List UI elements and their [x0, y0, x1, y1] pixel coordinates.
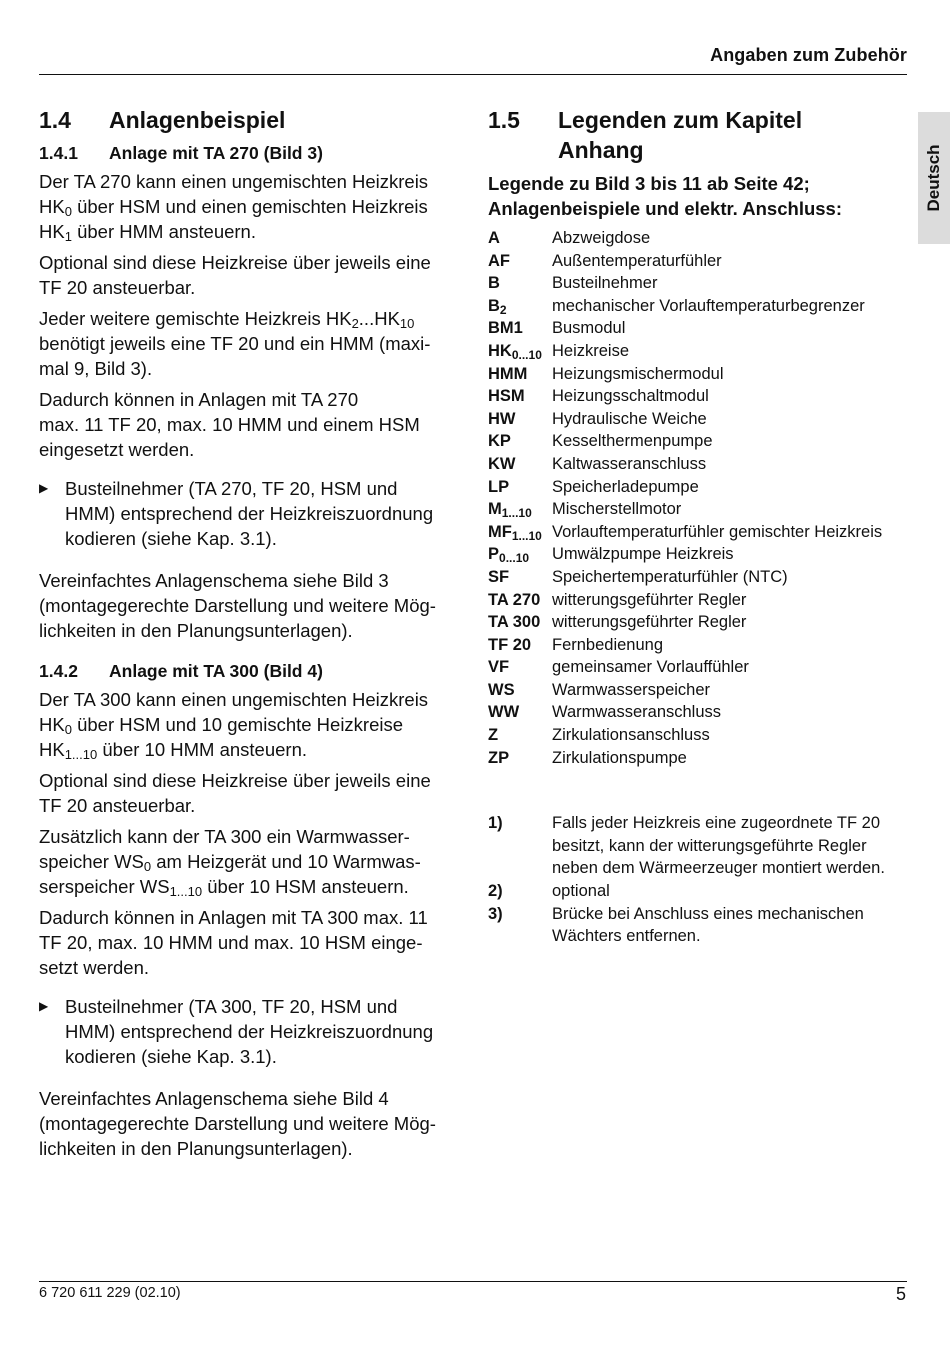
paragraph: Der TA 300 kann einen ungemischten Heizkreis $HK_0$ über HSM und 10 gemischte Heizkreise $HK_{1...10}$ über 10 HMM ansteuern.: [39, 689, 429, 762]
section-heading-1-5: [488, 105, 908, 165]
legend-row: [488, 656, 908, 679]
instruction-text: Busteilnehmer (TA 300, TF 20, HSM und HMM) entsprechend der Heizkreiszuordnung kodieren (siehe Kap. 3.1).: [65, 996, 434, 1067]
legend-abbreviation: KW: [488, 454, 516, 473]
header-rule: [39, 74, 907, 75]
legend-description: Heizungsmischermodul: [552, 364, 724, 383]
legend-row: [488, 701, 908, 724]
legend-abbreviation: SF: [488, 567, 510, 586]
legend-abbreviation: WS: [488, 680, 515, 699]
legend-row: [488, 340, 908, 363]
legend-description: Heizkreise: [552, 341, 630, 360]
triangle-bullet-icon: ▶: [39, 999, 49, 1013]
section-title: Legenden zum Kapitel Anhang: [558, 107, 803, 163]
legend-description: Warmwasseranschluss: [552, 703, 722, 722]
page-number: 5: [895, 1284, 906, 1304]
footnote-text: Falls jeder Heizkreis eine zugeordnete TF 20 besitzt, kann der witterungsgeführte Regler neben dem Wärmeerzeuger montiert werden.: [552, 814, 885, 878]
left-column: [39, 105, 459, 1167]
legend-row: [488, 295, 908, 318]
legend-description: Fernbedienung: [552, 635, 664, 654]
legend-abbreviation: $HK_{0...10}$: [488, 341, 542, 362]
legend-row: [488, 747, 908, 770]
legend-abbreviation: $P_{0...10}$: [488, 545, 530, 566]
footer-rule: [39, 1281, 907, 1282]
legend-abbreviation: $B_2$: [488, 296, 507, 317]
legend-row: [488, 250, 908, 273]
legend-description: Zirkulationspumpe: [552, 748, 687, 767]
legend-heading: Legende zu Bild 3 bis 11 ab Seite 42; Anlagenbeispiele und elektr. Anschluss:: [488, 173, 842, 219]
legend-description: Kaltwasseranschluss: [552, 454, 707, 473]
footnote-marker: 3): [488, 904, 503, 923]
footnote-text: optional: [552, 882, 610, 901]
legend-description: Speichertemperaturfühler (NTC): [552, 567, 788, 586]
legend-row: [488, 272, 908, 295]
footnote-marker: 1): [488, 814, 503, 833]
legend-description: Busteilnehmer: [552, 274, 658, 293]
section-heading-1-4: [39, 105, 459, 135]
legend-row: [488, 634, 908, 657]
legend-row: [488, 453, 908, 476]
legend-row: [488, 543, 908, 566]
legend-abbreviation: TA 300: [488, 613, 541, 632]
legend-abbreviation: HW: [488, 409, 516, 428]
legend-list: [488, 227, 908, 769]
legend-row: [488, 363, 908, 386]
language-tab-label: Deutsch: [924, 144, 943, 212]
legend-abbreviation: AF: [488, 251, 510, 270]
legend-abbreviation: HSM: [488, 387, 525, 406]
footnote-text: Brücke bei Anschluss eines mechanischen Wächters entfernen.: [552, 904, 864, 946]
footnotes: [488, 812, 908, 948]
section-title: Anlagenbeispiel: [109, 107, 286, 133]
subsection-heading-1-4-1: [39, 141, 459, 165]
legend-description: Außentemperaturfühler: [552, 251, 722, 270]
paragraph: Optional sind diese Heizkreise über jeweils eine TF 20 ansteuerbar.: [39, 770, 431, 816]
legend-row: [488, 498, 908, 521]
subsection-title: Anlage mit TA 300 (Bild 4): [109, 661, 323, 681]
instruction-step: [39, 476, 459, 551]
legend-abbreviation: LP: [488, 477, 510, 496]
legend-row: [488, 611, 908, 634]
legend-row: [488, 227, 908, 250]
legend-description: Kesselthermenpumpe: [552, 432, 713, 451]
footnote: [488, 903, 908, 948]
footnote-marker: 2): [488, 882, 503, 901]
subsection-heading-1-4-2: [39, 659, 459, 683]
legend-row: [488, 317, 908, 340]
legend-row: [488, 476, 908, 499]
paragraph: Vereinfachtes Anlagenschema siehe Bild 3 (montagegerechte Darstellung und weitere Mög- lichkeiten in den Planungsunterlagen).: [39, 570, 436, 641]
paragraph: Jeder weitere gemischte Heizkreis $HK_2...HK_{10}$ benötigt jeweils eine TF 20 und ein HMM (maxi- mal 9, Bild 3).: [39, 308, 431, 379]
legend-row: [488, 679, 908, 702]
legend-description: Heizungsschaltmodul: [552, 387, 709, 406]
legend-description: witterungsgeführter Regler: [552, 613, 747, 632]
legend-row: [488, 724, 908, 747]
legend-description: Zirkulationsanschluss: [552, 726, 710, 745]
legend-abbreviation: ZP: [488, 748, 510, 767]
instruction-text: Busteilnehmer (TA 270, TF 20, HSM und HMM) entsprechend der Heizkreiszuordnung kodieren (siehe Kap. 3.1).: [65, 478, 434, 549]
legend-abbreviation: A: [488, 229, 500, 247]
legend-description: Speicherladepumpe: [552, 477, 699, 496]
legend-description: gemeinsamer Vorlauffühler: [552, 658, 749, 677]
legend-abbreviation: B: [488, 274, 500, 293]
paragraph: Zusätzlich kann der TA 300 ein Warmwasser- speicher $WS_0$ am Heizgerät und 10 Warmwas- serspeicher $WS_{1...10}$ über 10 HSM ansteuern.: [39, 826, 421, 899]
section-number: 1.4: [39, 107, 71, 133]
paragraph: Dadurch können in Anlagen mit TA 270 max. 11 TF 20, max. 10 HMM und einem HSM eingesetzt werden.: [39, 389, 420, 460]
language-tab: [918, 112, 950, 244]
legend-description: Mischerstellmotor: [552, 500, 682, 519]
legend-abbreviation: WW: [488, 703, 520, 722]
legend-abbreviation: Z: [488, 726, 499, 745]
legend-row: [488, 385, 908, 408]
instruction-step: [39, 994, 459, 1069]
triangle-bullet-icon: ▶: [39, 481, 49, 495]
legend-description: Abzweigdose: [552, 229, 651, 247]
legend-abbreviation: BM1: [488, 319, 523, 338]
subsection-number: 1.4.1: [39, 143, 78, 163]
legend-description: Hydraulische Weiche: [552, 409, 707, 428]
legend-abbreviation: TA 270: [488, 590, 541, 609]
paragraph: Dadurch können in Anlagen mit TA 300 max. 11 TF 20, max. 10 HMM und max. 10 HSM einge- setzt werden.: [39, 907, 428, 978]
legend-abbreviation: VF: [488, 658, 510, 677]
legend-row: [488, 408, 908, 431]
legend-abbreviation: $M_{1...10}$: [488, 500, 532, 521]
running-header: Angaben zum Zubehör: [710, 45, 907, 65]
legend-abbreviation: TF 20: [488, 635, 532, 654]
legend-description: witterungsgeführter Regler: [552, 590, 747, 609]
section-number: 1.5: [488, 107, 520, 133]
legend-row: [488, 566, 908, 589]
legend-row: [488, 430, 908, 453]
legend-row: [488, 589, 908, 612]
legend-description: mechanischer Vorlauftemperaturbegrenzer: [552, 296, 865, 315]
legend-row: [488, 521, 908, 544]
subsection-number: 1.4.2: [39, 661, 78, 681]
legend-abbreviation: HMM: [488, 364, 528, 383]
document-number: 6 720 611 229 (02.10): [39, 1285, 181, 1301]
legend-description: Busmodul: [552, 319, 626, 338]
legend-description: Vorlauftemperaturfühler gemischter Heizkreis: [552, 522, 883, 541]
legend-description: Umwälzpumpe Heizkreis: [552, 545, 734, 564]
subsection-title: Anlage mit TA 270 (Bild 3): [109, 143, 323, 163]
paragraph: Der TA 270 kann einen ungemischten Heizkreis $HK_0$ über HSM und einen gemischten Heizkreis $HK_1$ über HMM ansteuern.: [39, 171, 429, 244]
footnote: [488, 812, 908, 880]
paragraph: Vereinfachtes Anlagenschema siehe Bild 4 (montagegerechte Darstellung und weitere Mög- lichkeiten in den Planungsunterlagen).: [39, 1088, 436, 1159]
legend-description: Warmwasserspeicher: [552, 680, 711, 699]
legend-abbreviation: KP: [488, 432, 511, 451]
footnote: [488, 880, 908, 903]
paragraph: Optional sind diese Heizkreise über jeweils eine TF 20 ansteuerbar.: [39, 252, 431, 298]
right-column: [488, 105, 908, 948]
legend-abbreviation: $MF_{1...10}$: [488, 522, 542, 543]
